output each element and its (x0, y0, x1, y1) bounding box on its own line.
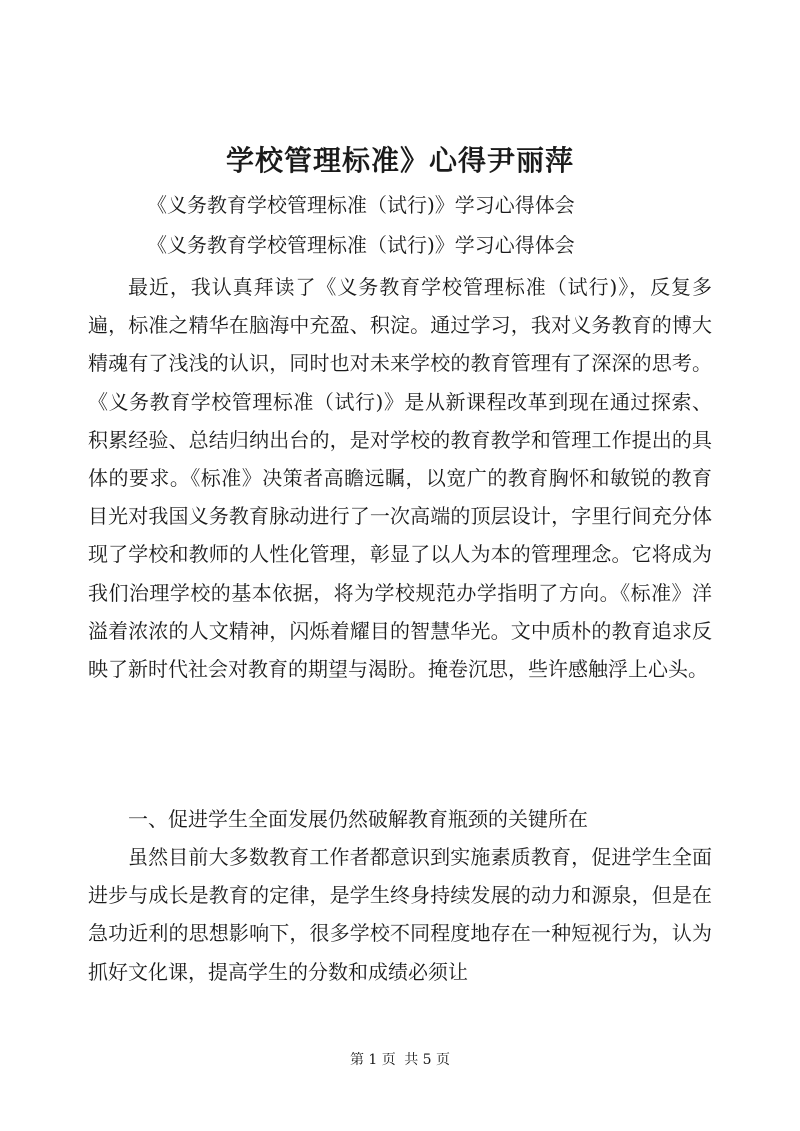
body-paragraph-2: 虽然目前大多数教育工作者都意识到实施素质教育，促进学生全面进步与成长是教育的定律，是学生终身持续发展的动力和源泉，但是在急功近利的思想影响下，很多学校不同程度地存在一种短视行为，认为抓好文化课，提高学生的分数和成绩必须让 (88, 845, 712, 984)
subtitle-line-2: 《义务教育学校管理标准（试行)》学习心得体会 (147, 233, 575, 257)
document-title: 学校管理标准》心得尹丽萍 (225, 144, 574, 177)
page-footer (0, 1050, 800, 1070)
page-total: 共 5 页 (404, 1052, 451, 1068)
body-paragraph-1: 最近，我认真拜读了《义务教育学校管理标准（试行)》，反复多遍，标准之精华在脑海中充盈、积淀。通过学习，我对义务教育的博大精魂有了浅浅的认识，同时也对未来学校的教育管理有了深深的思考。《义务教育学校管理标准（试行)》是从新课程改革到现在通过探索、积累经验、总结归纳出台的，是对学校的教育教学和管理工作提出的具体的要求。《标准》决策者高瞻远瞩，以宽广的教育胸怀和敏锐的教育目光对我国义务教育脉动进行了一次高端的顶层设计，字里行间充分体现了学校和教师的人性化管理，彰显了以人为本的管理理念。它将成为我们治理学校的基本依据，将为学校规范办学指明了方向。《标准》洋溢着浓浓的人文精神，闪烁着耀目的智慧华光。文中质朴的教育追求反映了新时代社会对教育的期望与渴盼。掩卷沉思，些许感触浮上心头。 (88, 275, 712, 682)
section-heading-1: 一、促进学生全面发展仍然破解教育瓶颈的关键所在 (128, 807, 588, 831)
subtitle-line-1: 《义务教育学校管理标准（试行)》学习心得体会 (147, 193, 575, 217)
page-number: 第 1 页 (349, 1052, 396, 1068)
